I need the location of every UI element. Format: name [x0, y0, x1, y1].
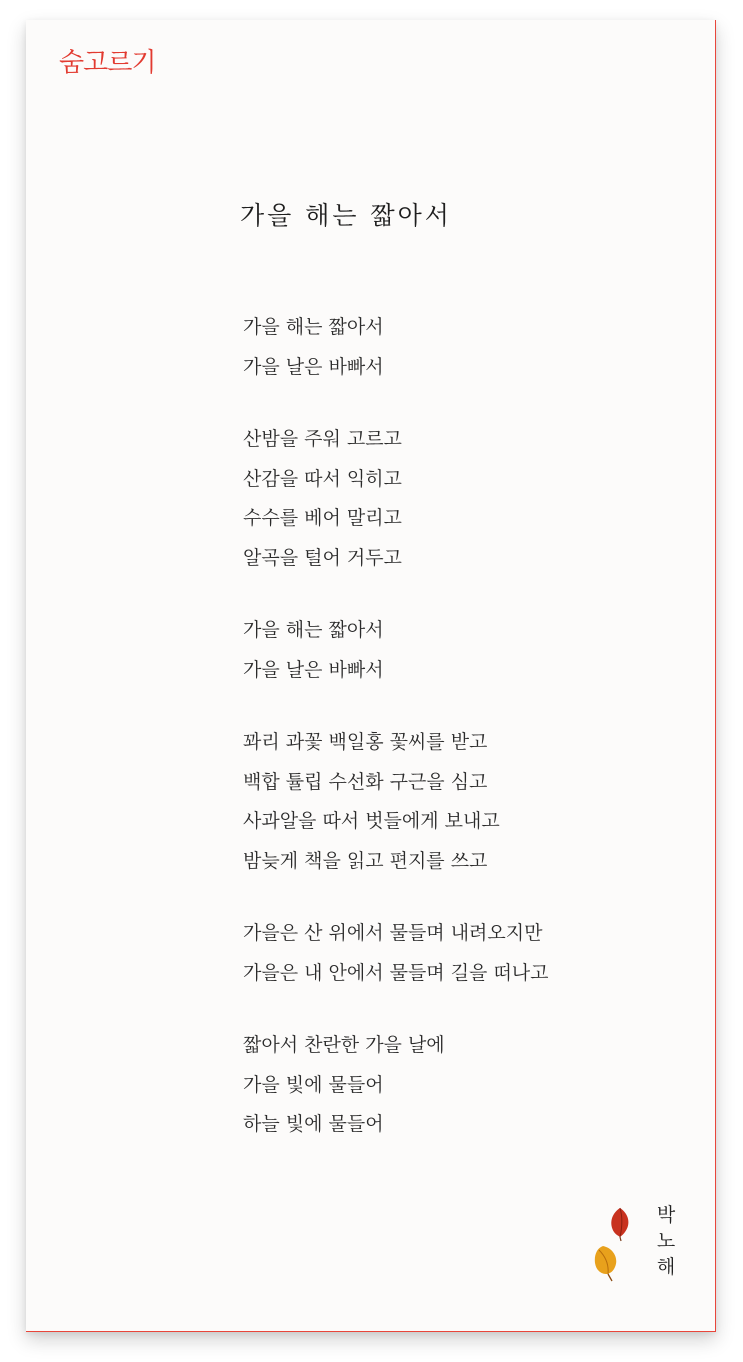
author-char: 해: [656, 1256, 676, 1278]
red-leaf-icon: [607, 1206, 633, 1242]
poem-line: 백합 튤립 수선화 구근을 심고: [243, 770, 488, 793]
poem-line: 가을 날은 바빠서: [243, 355, 384, 378]
poem-line: 가을 빛에 물들어: [243, 1073, 384, 1096]
poem-title: 가을 해는 짧아서: [240, 201, 452, 230]
poem-card: [26, 20, 716, 1332]
poem-line: 사과알을 따서 벗들에게 보내고: [243, 810, 500, 832]
poem-line: 가을은 산 위에서 물들며 내려오지만: [243, 922, 543, 944]
poem-line: 수수를 베어 말리고: [243, 507, 402, 529]
poem-line: 밤늦게 책을 읽고 편지를 쓰고: [243, 849, 488, 872]
poem-line: 꽈리 과꽃 백일홍 꽃씨를 받고: [243, 731, 488, 753]
stanza: [243, 723, 683, 881]
stanza: [243, 914, 683, 993]
poem-line: 가을 날은 바빠서: [243, 658, 384, 681]
orange-leaf-icon: [591, 1242, 621, 1282]
author-name: [651, 1202, 681, 1280]
poem-line: 산감을 따서 익히고: [243, 467, 402, 490]
stanza: [243, 611, 683, 690]
author-char: 박: [656, 1204, 676, 1226]
author-signature: [581, 1200, 691, 1300]
poem-body: [243, 308, 683, 1178]
stanza: [243, 308, 683, 387]
brand-logo[interactable]: 숨고르기: [59, 48, 156, 78]
stanza: [243, 1026, 683, 1145]
poem-line: 가을 해는 짧아서: [243, 619, 384, 641]
poem-line: 가을은 내 안에서 물들며 길을 떠나고: [243, 961, 549, 984]
poem-line: 하늘 빛에 물들어: [243, 1113, 384, 1135]
stanza: [243, 420, 683, 578]
poem-line: 가을 해는 짧아서: [243, 316, 384, 338]
author-char: 노: [656, 1230, 676, 1252]
poem-line: 산밤을 주워 고르고: [243, 428, 402, 450]
poem-line: 짧아서 찬란한 가을 날에: [243, 1034, 445, 1056]
poem-line: 알곡을 털어 거두고: [243, 546, 402, 569]
